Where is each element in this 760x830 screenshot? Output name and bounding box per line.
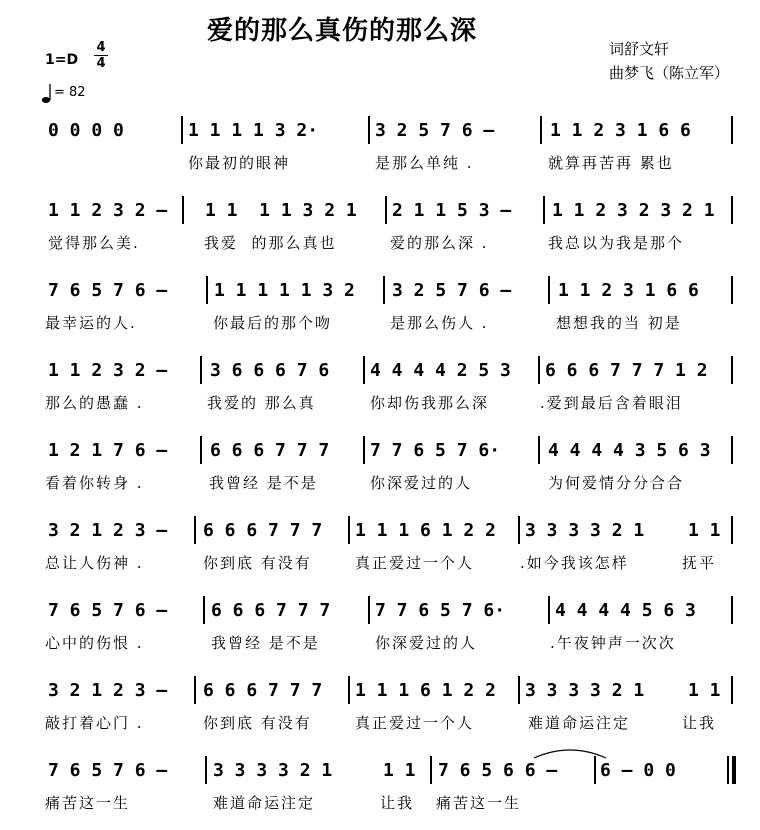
lyric-phrase: 让我 <box>682 714 717 732</box>
measure-notes: 1 1 2 3 2 3 2 1 <box>552 200 715 221</box>
measure-notes: 7 6 5 7 6 – <box>48 600 168 621</box>
score-row <box>0 278 760 348</box>
measure-notes: 6 6 6 7 7 7 <box>211 600 331 621</box>
barline <box>194 676 196 704</box>
lyric-phrase: 你深爱过的人 <box>370 474 473 492</box>
measure-notes: 0 0 0 0 <box>48 120 124 141</box>
lyric-phrase: .爱到最后含着眼泪 <box>540 394 683 412</box>
lyric-phrase: 为何爱情分分合合 <box>548 474 685 492</box>
barline <box>348 676 350 704</box>
lyric-phrase: .如今我该怎样 <box>520 554 629 572</box>
measure-notes: 7 6 5 7 6 – <box>48 760 168 781</box>
barline <box>731 196 733 224</box>
composer-credit: 曲梦飞（陈立军） <box>609 64 730 82</box>
barline <box>540 116 542 144</box>
barline <box>368 596 370 624</box>
lyric-phrase: 总让人伤神 . <box>45 554 144 572</box>
lyric-phrase: 最幸运的人. <box>45 314 137 332</box>
lyric-phrase: 真正爱过一个人 <box>355 554 475 572</box>
barline <box>594 756 596 784</box>
barline <box>383 276 385 304</box>
measure-notes: 1 1 1 1 3 2· <box>188 120 319 141</box>
lyric-phrase: 爱的那么深 . <box>390 234 489 252</box>
notation-line <box>0 278 760 304</box>
lyric-phrase: 你到底 有没有 <box>203 554 312 572</box>
lyric-line <box>0 712 760 734</box>
lyric-phrase: 让我 <box>380 794 415 812</box>
lyric-phrase: 我爱 的那么真也 <box>204 234 337 252</box>
barline <box>538 436 540 464</box>
barline <box>200 356 202 384</box>
measure-notes: 1 1 2 3 1 6 6 <box>558 280 699 301</box>
lyric-phrase: 真正爱过一个人 <box>355 714 475 732</box>
notation-line <box>0 358 760 384</box>
measure-notes: 1 1 <box>688 680 721 701</box>
time-signature <box>94 41 108 70</box>
lyric-line <box>0 152 760 174</box>
lyric-phrase: 我曾经 是不是 <box>211 634 320 652</box>
lyric-phrase: 就算再苦再 累也 <box>548 154 674 172</box>
barline <box>348 516 350 544</box>
quarter-note-icon <box>41 82 53 104</box>
lyric-phrase: 你最初的眼神 <box>188 154 291 172</box>
barline <box>203 596 205 624</box>
lyric-phrase: 心中的伤恨 . <box>45 634 144 652</box>
barline <box>205 756 207 784</box>
barline <box>538 356 540 384</box>
notation-line <box>0 198 760 224</box>
measure-notes: 4 4 4 4 2 5 3 <box>370 360 511 381</box>
score-row <box>0 358 760 428</box>
lyric-phrase: 那么的愚蠢 . <box>45 394 144 412</box>
lyric-line <box>0 792 760 814</box>
measure-notes: 7 7 6 5 7 6· <box>375 600 506 621</box>
notation-line <box>0 598 760 624</box>
lyric-phrase: 看着你转身 . <box>45 474 144 492</box>
lyricist-credit: 词舒文轩 <box>609 40 670 58</box>
song-title: 爱的那么真伤的那么深 <box>207 16 478 46</box>
barline <box>518 516 520 544</box>
measure-notes: 6 6 6 7 7 7 <box>203 680 323 701</box>
measure-notes: 1 2 1 7 6 – <box>48 440 168 461</box>
lyric-phrase: 是那么伤人 . <box>390 314 489 332</box>
measure-notes: 6 6 6 7 7 7 1 2 <box>545 360 708 381</box>
barline <box>731 356 733 384</box>
measure-notes: 1 1 1 6 1 2 2 <box>355 520 496 541</box>
tempo-marking: = 82 <box>54 85 86 100</box>
lyric-line <box>0 392 760 414</box>
measure-notes: 1 1 1 1 3 2 1 <box>205 200 357 221</box>
notation-line <box>0 438 760 464</box>
notation-line <box>0 758 760 784</box>
barline <box>385 196 387 224</box>
barline <box>518 676 520 704</box>
measure-notes: 7 6 5 7 6 – <box>48 280 168 301</box>
lyric-line <box>0 632 760 654</box>
measure-notes: 1 1 2 3 2 – <box>48 360 168 381</box>
score-row <box>0 598 760 668</box>
score-row <box>0 678 760 748</box>
measure-notes: 3 3 3 3 2 1 <box>525 680 645 701</box>
time-signature-top: 4 <box>96 40 106 55</box>
measure-notes: 3 3 3 3 2 1 <box>525 520 645 541</box>
measure-notes: 7 6 5 6 6 – <box>438 760 558 781</box>
measure-notes: 1 1 1 1 1 3 2 <box>214 280 355 301</box>
lyric-phrase: 你最后的那个吻 <box>213 314 333 332</box>
notation-line <box>0 678 760 704</box>
lyric-line <box>0 232 760 254</box>
lyric-phrase: 你却伤我那么深 <box>370 394 490 412</box>
measure-notes: 1 1 2 3 2 – <box>48 200 168 221</box>
barline <box>731 596 733 624</box>
lyric-phrase: 抚平 <box>682 554 717 572</box>
measure-notes: 3 2 5 7 6 – <box>392 280 512 301</box>
time-signature-bottom: 4 <box>96 56 106 71</box>
measure-notes: 3 6 6 6 7 6 <box>210 360 330 381</box>
final-barline-thin <box>727 756 729 784</box>
barline <box>181 116 183 144</box>
measure-notes: 3 2 1 2 3 – <box>48 680 168 701</box>
measure-notes: 6 – 0 0 <box>600 760 676 781</box>
lyric-phrase: 痛苦这一生 <box>436 794 522 812</box>
measure-notes: 1 1 <box>688 520 721 541</box>
score-row <box>0 118 760 188</box>
notation-line <box>0 118 760 144</box>
score-row <box>0 518 760 588</box>
barline <box>368 116 370 144</box>
measure-notes: 3 2 5 7 6 – <box>375 120 495 141</box>
barline <box>182 196 184 224</box>
measure-notes: 4 4 4 4 5 6 3 <box>555 600 696 621</box>
barline <box>543 196 545 224</box>
measure-notes: 3 2 1 2 3 – <box>48 520 168 541</box>
barline <box>548 596 550 624</box>
measure-notes: 1 1 2 3 1 6 6 <box>550 120 691 141</box>
lyric-phrase: 觉得那么美. <box>48 234 140 252</box>
measure-notes: 6 6 6 7 7 7 <box>203 520 323 541</box>
barline <box>363 356 365 384</box>
measure-notes: 7 7 6 5 7 6· <box>370 440 501 461</box>
lyric-phrase: 我爱的 那么真 <box>207 394 316 412</box>
barline <box>548 276 550 304</box>
lyric-phrase: 敲打着心门 . <box>45 714 144 732</box>
tie-arc <box>530 746 610 760</box>
lyric-phrase: 是那么单纯 . <box>375 154 474 172</box>
barline <box>200 436 202 464</box>
lyric-phrase: 你深爱过的人 <box>375 634 478 652</box>
lyric-phrase: 难道命运注定 <box>528 714 631 732</box>
measure-notes: 1 1 <box>383 760 416 781</box>
lyric-line <box>0 472 760 494</box>
measure-notes: 6 6 6 7 7 7 <box>210 440 330 461</box>
lyric-line <box>0 312 760 334</box>
barline <box>206 276 208 304</box>
measure-notes: 2 1 1 5 3 – <box>392 200 512 221</box>
measure-notes: 3 3 3 3 2 1 <box>213 760 333 781</box>
barline <box>731 116 733 144</box>
barline <box>731 516 733 544</box>
key-signature: 1=D <box>45 52 79 68</box>
lyric-line <box>0 552 760 574</box>
measure-notes: 4 4 4 4 3 5 6 3 <box>548 440 711 461</box>
final-barline-thick <box>732 756 736 784</box>
lyric-phrase: 我曾经 是不是 <box>209 474 318 492</box>
barline <box>731 436 733 464</box>
lyric-phrase: 我总以为我是那个 <box>548 234 685 252</box>
barline <box>430 756 432 784</box>
score-row <box>0 198 760 268</box>
notation-line <box>0 518 760 544</box>
lyric-phrase: 想想我的当 初是 <box>556 314 682 332</box>
score-row <box>0 758 760 828</box>
measure-notes: 1 1 1 6 1 2 2 <box>355 680 496 701</box>
barline <box>731 676 733 704</box>
lyric-phrase: 痛苦这一生 <box>45 794 131 812</box>
barline <box>731 276 733 304</box>
lyric-phrase: .午夜钟声一次次 <box>550 634 676 652</box>
score-row <box>0 438 760 508</box>
lyric-phrase: 你到底 有没有 <box>203 714 312 732</box>
lyric-phrase: 难道命运注定 <box>213 794 316 812</box>
barline <box>194 516 196 544</box>
barline <box>363 436 365 464</box>
